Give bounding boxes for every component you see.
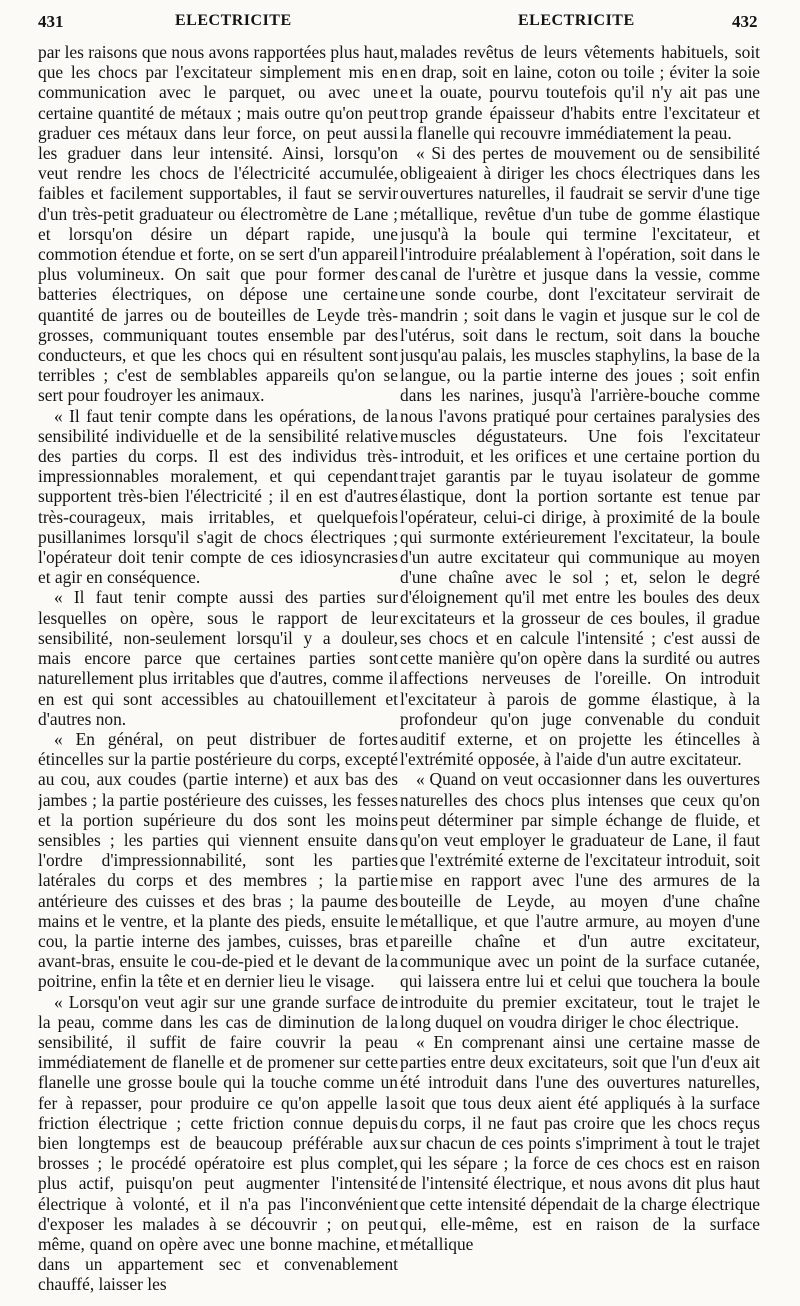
- running-title-right: ELECTRICITE: [518, 12, 635, 29]
- right-column: [400, 42, 760, 1297]
- page-number-right: 432: [732, 12, 758, 31]
- paragraph: « Si des pertes de mouvement ou de sensibilité obligeaient à diriger les chocs électriques dans les ouvertures naturelles, il faudrait se servir d'une tige métallique, revêtue d'un tube de gomme élastique jusqu'à la boule qui termine l'excitateur, et l'introduire préalablement à l'opération, soit dans le canal de l'urètre et jusque dans la vessie, comme une sonde courbe, dont l'excitateur servirait de mandrin ; soit dans le vagin et jusque sur le col de l'utérus, soit dans le rectum, soit dans la bouche jusqu'au palais, les muscles staphylins, la base de la langue, ou la partie interne des joues ; soit enfin dans les narines, jusqu'à l'arrière-bouche comme nous l'avons pratiqué pour certaines paralysies des muscles dégustateurs. Une fois l'excitateur introduit, et les orifices et une certaine portion du trajet garantis par le tuyau isolateur de gomme élastique, dont la portion sortante est tenue par l'opérateur, celui-ci dirige, à proximité de la boule qui surmonte extérieurement l'excitateur, la boule d'un autre excitateur qui communique au moyen d'une chaîne avec le sol ; et, selon le degré d'éloignement qu'il met entre les boules des deux excitateurs et la grosseur de ces boules, il gradue ses chocs et en calcule l'intensité ; c'est aussi de cette manière qu'on opère dans la surdité ou autres affections nerveuses de l'oreille. On introduit l'excitateur à parois de gomme élastique, à la profondeur qu'on juge convenable du conduit auditif externe, et on projette les étincelles à l'extrémité opposée, à l'aide d'un autre excitateur.: [400, 143, 760, 770]
- left-column: [38, 42, 398, 1297]
- paragraph: par les raisons que nous avons rapportées plus haut, que les chocs par l'excitateur simplement mis en communication avec le parquet, ou avec une certaine quantité de métaux ; mais outre qu'on peut graduer ces métaux dans leur force, on peut aussi les graduer dans leur intensité. Ainsi, lorsqu'on veut rendre les chocs de l'électricité accumulée, faibles et facilement supportables, il faut se servir d'un très-petit graduateur ou électromètre de Lane ; et lorsqu'on désire un départ rapide, une commotion étendue et forte, on se sert d'un appareil plus volumineux. On sait que pour former des batteries électriques, on dépose une certaine quantité de jarres ou de bouteilles de Leyde très-grosses, communiquant toutes ensemble par des conducteurs, et que les chocs qui en résultent sont terribles ; c'est de semblables appareils qu'on se sert pour foudroyer les animaux.: [38, 42, 398, 406]
- paragraph: « Quand on veut occasionner dans les ouvertures naturelles des chocs plus intenses que ceux qu'on peut déterminer par simple échange de fluide, et qu'on veut employer le graduateur de Lane, il faut que l'extrémité externe de l'excitateur introduit, soit mise en rapport avec l'une des armures de la bouteille de Leyde, au moyen d'une chaîne métallique, et que l'autre armure, au moyen d'une pareille chaîne et d'un autre excitateur, communique avec un point de la surface cutanée, qui laissera entre lui et celui que touchera la boule introduite du premier excitateur, tout le trajet le long duquel on voudra diriger le choc électrique.: [400, 769, 760, 1032]
- paragraph: « En général, on peut distribuer de fortes étincelles sur la partie postérieure du corps, excepté au cou, aux coudes (partie interne) et aux bas des jambes ; la partie postérieure des cuisses, les fesses et la portion supérieure du dos sont les moins sensibles ; les parties qui viennent ensuite dans l'ordre d'impressionnabilité, sont les parties latérales du corps et des membres ; la partie antérieure des cuisses et des bras ; la paume des mains et le ventre, et la plante des pieds, ensuite le cou, la partie interne des jambes, cuisses, bras et avant-bras, ensuite le cou-de-pied et le devant de la poitrine, enfin la tête et en dernier lieu le visage.: [38, 728, 398, 992]
- paragraph: malades revêtus de leurs vêtements habituels, soit en drap, soit en laine, coton ou toile ; éviter la soie et la ouate, pourvu toutefois qu'il n'y ait pas une trop grande épaisseur d'habits entre l'excitateur et la flanelle qui recouvre immédiatement la peau.: [400, 42, 760, 143]
- paragraph: « Il faut tenir compte dans les opérations, de la sensibilité individuelle et de la sensibilité relative des parties du corps. Il est des individus très-impressionnables moralement, et qui cependant supportent très-bien l'électricité ; il en est d'autres très-courageux, mais irritables, et quelquefois pusillanimes lorsqu'il s'agit de chocs électriques ; l'opérateur doit tenir compte de ces idiosyncrasies et agir en conséquence.: [38, 405, 398, 588]
- page-number-left: 431: [38, 12, 64, 31]
- running-header: [0, 12, 800, 44]
- running-title-left: ELECTRICITE: [175, 12, 292, 29]
- paragraph: « En comprenant ainsi une certaine masse de parties entre deux excitateurs, soit que l'un d'eux ait été introduit dans l'une des ouvertures naturelles, soit que tous deux aient été appliqués à la surface du corps, il ne faut pas croire que les chocs reçus sur chacun de ces points s'impriment à tout le trajet qui les sépare ; la force de ces chocs est en raison de l'intensité électrique, et nous avons dit plus haut que cette intensité dépendait de la charge électrique qui, elle-même, est en raison de la surface métallique: [400, 1031, 760, 1254]
- paragraph: « Il faut tenir compte aussi des parties sur lesquelles on opère, sous le rapport de leur sensibilité, non-seulement lorsqu'il y a douleur, mais encore parce que certaines parties sont naturellement plus irritables que d'autres, comme il en est qui sont accessibles au chatouillement et d'autres non.: [38, 587, 398, 729]
- paragraph: « Lorsqu'on veut agir sur une grande surface de la peau, comme dans les cas de diminution de la sensibilité, il suffit de faire couvrir la peau immédiatement de flanelle et de promener sur cette flanelle une grosse boule qui la touche comme un fer à repasser, pour produire ce qu'on appelle la friction électrique ; cette friction connue depuis bien longtemps est de beaucoup préférable aux brosses ; le procédé opératoire est plus complet, plus actif, puisqu'on peut augmenter l'intensité électrique à volonté, et il n'a pas l'inconvénient d'exposer les malades à se découvrir ; on peut même, quand on opère avec une bonne machine, et dans un appartement sec et convenablement chauffé, laisser les: [38, 991, 398, 1295]
